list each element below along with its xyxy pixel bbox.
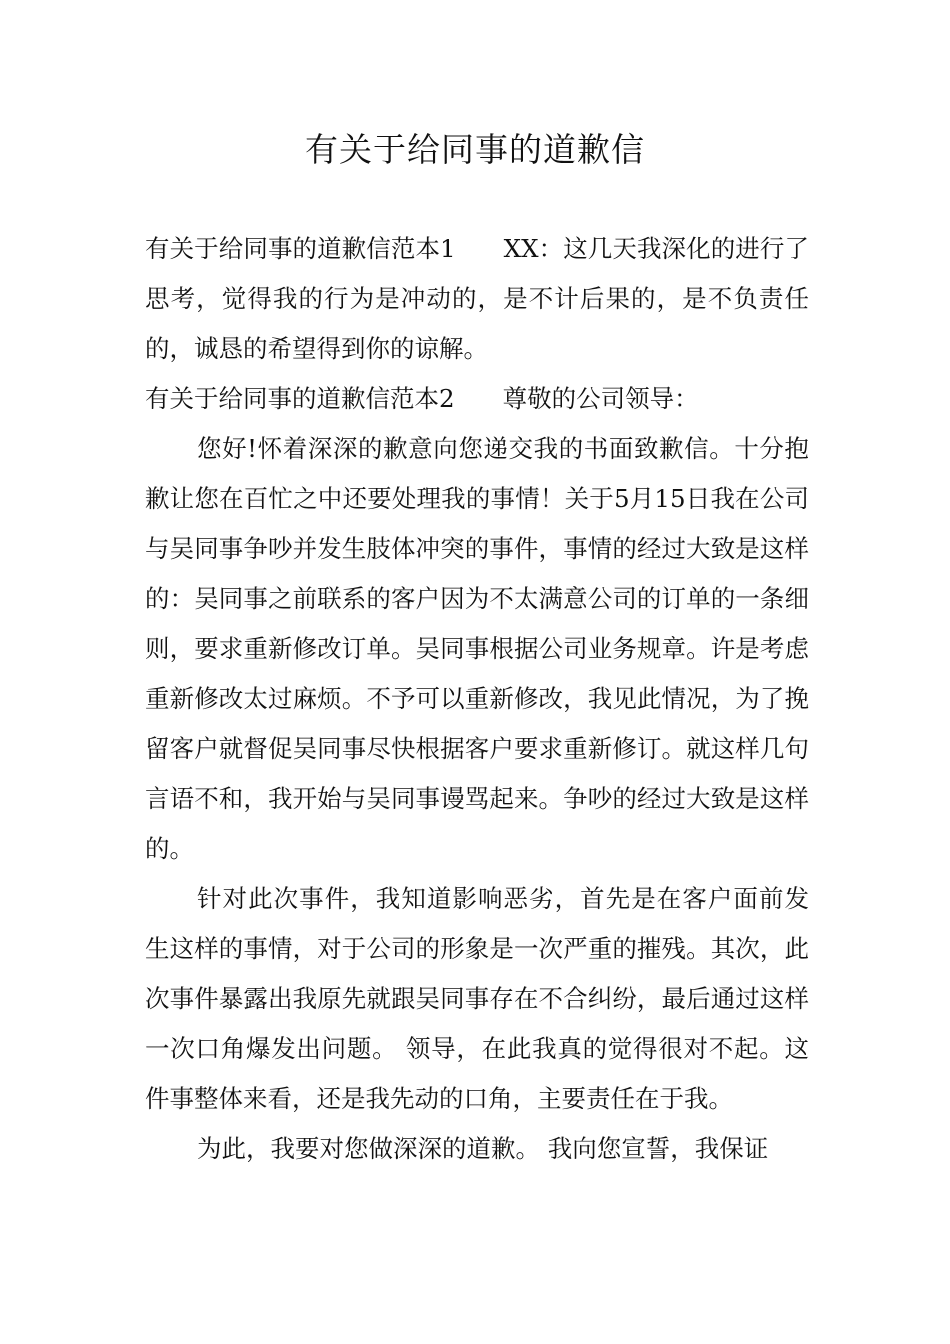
document-body (145, 224, 809, 1174)
letter-paragraph-3: 为此，我要对您做深深的道歉。 我向您宣誓，我保证 (197, 1134, 769, 1163)
letter-paragraph-2: 针对此次事件，我知道影响恶劣，首先是在客户面前发生这样的事情，对于公司的形象是一次严重的摧残。其次，此次事件暴露出我原先就跟吴同事存在不合纠纷，最后通过这样一次口角爆发出问题。 领导，在此我真的觉得很对不起。这件事整体来看，还是我先动的口角，主要责任在于我。 (145, 884, 809, 1113)
sample-2-heading-line (145, 374, 809, 424)
letter-paragraph-1: 您好!怀着深深的歉意向您递交我的书面致歉信。十分抱歉让您在百忙之中还要处理我的事情！关于5月15日我在公司与吴同事争吵并发生肢体冲突的事件，事情的经过大致是这样的：吴同事之前联系的客户因为不太满意公司的订单的一条细则，要求重新修改订单。吴同事根据公司业务规章。许是考虑重新修改太过麻烦。不予可以重新修改，我见此情况，为了挽留客户就督促吴同事尽快根据客户要求重新修订。就这样几句言语不和，我开始与吴同事谩骂起来。争吵的经过大致是这样的。 (145, 434, 809, 863)
sample-1-body: XX：这几天我深化的进行了思考，觉得我的行为是冲动的，是不计后果的，是不负责任的，诚恳的希望得到你的谅解。 (145, 234, 809, 363)
sample-1-heading: 有关于给同事的道歉信范本1 (145, 234, 456, 263)
sample-1-paragraph (145, 224, 809, 374)
sample-2-heading: 有关于给同事的道歉信范本2 (145, 384, 455, 413)
document-title: 有关于给同事的道歉信 (305, 130, 645, 169)
salutation: 尊敬的公司领导： (502, 384, 699, 413)
